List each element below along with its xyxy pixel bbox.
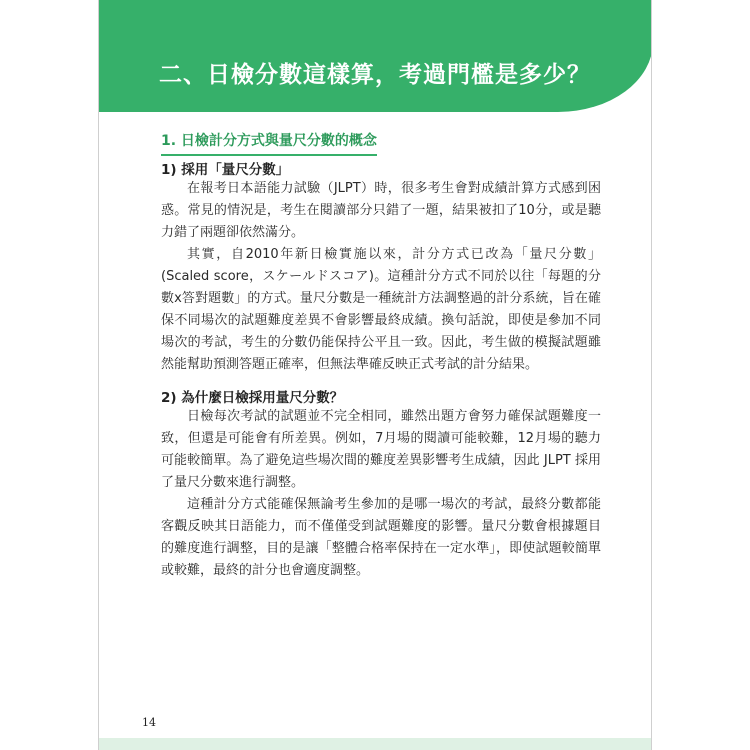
sub-heading-scaled-score: 1) 採用「量尺分數」 xyxy=(161,162,290,178)
section-heading-underline xyxy=(161,130,377,156)
book-page xyxy=(98,0,652,750)
sub-heading-why-scaled: 2) 為什麼日檢採用量尺分數？ xyxy=(161,390,344,406)
page-number: 14 xyxy=(142,716,156,729)
paragraph-2-2: 這種計分方式能確保無論考生參加的是哪一場次的考試，最終分數都能客觀反映其日語能力，而不僅僅受到試題難度的影響。量尺分數會根據題目的難度進行調整，目的是讓「整體合格率保持在一定水準」，即使試題較簡單或較難，最終的計分也會適度調整。 xyxy=(161,497,601,578)
paragraph-2-1: 日檢每次考試的試題並不完全相同，雖然出題方會努力確保試題難度一致，但還是可能會有所差異。例如，7月場的閱讀可能較難，12月場的聽力可能較簡單。為了避免這些場次間的難度差異影響考生成績，因此 JLPT 採用了量尺分數來進行調整。 xyxy=(161,409,601,490)
section-heading: 1. 日檢計分方式與量尺分數的概念 xyxy=(161,133,377,149)
paragraph-1-2: 其實，自2010年新日檢實施以來，計分方式已改為「量尺分數」(Scaled score，スケールドスコア)。這種計分方式不同於以往「每題的分數x答對題數」的方式。量尺分數是一種統計方法調整過的計分系統，旨在確保不同場次的試題難度差異不會影響最終成績。換句話說，即使是參加不同場次的考試，考生的分數仍能保持公平且一致。因此，考生做的模擬試題雖然能幫助預測答題正確率，但無法準確反映正式考試的計分結果。 xyxy=(161,247,601,372)
paragraph-1-1: 在報考日本語能力試驗（JLPT）時，很多考生會對成績計算方式感到困惑。常見的情況是，考生在閱讀部分只錯了一題，結果被扣了10分，或是聽力錯了兩題卻依然滿分。 xyxy=(161,181,601,240)
chapter-title: 二、日檢分數這樣算，考過門檻是多少？ xyxy=(159,62,591,88)
chapter-header-band xyxy=(99,0,652,112)
bottom-accent-band xyxy=(99,738,652,750)
